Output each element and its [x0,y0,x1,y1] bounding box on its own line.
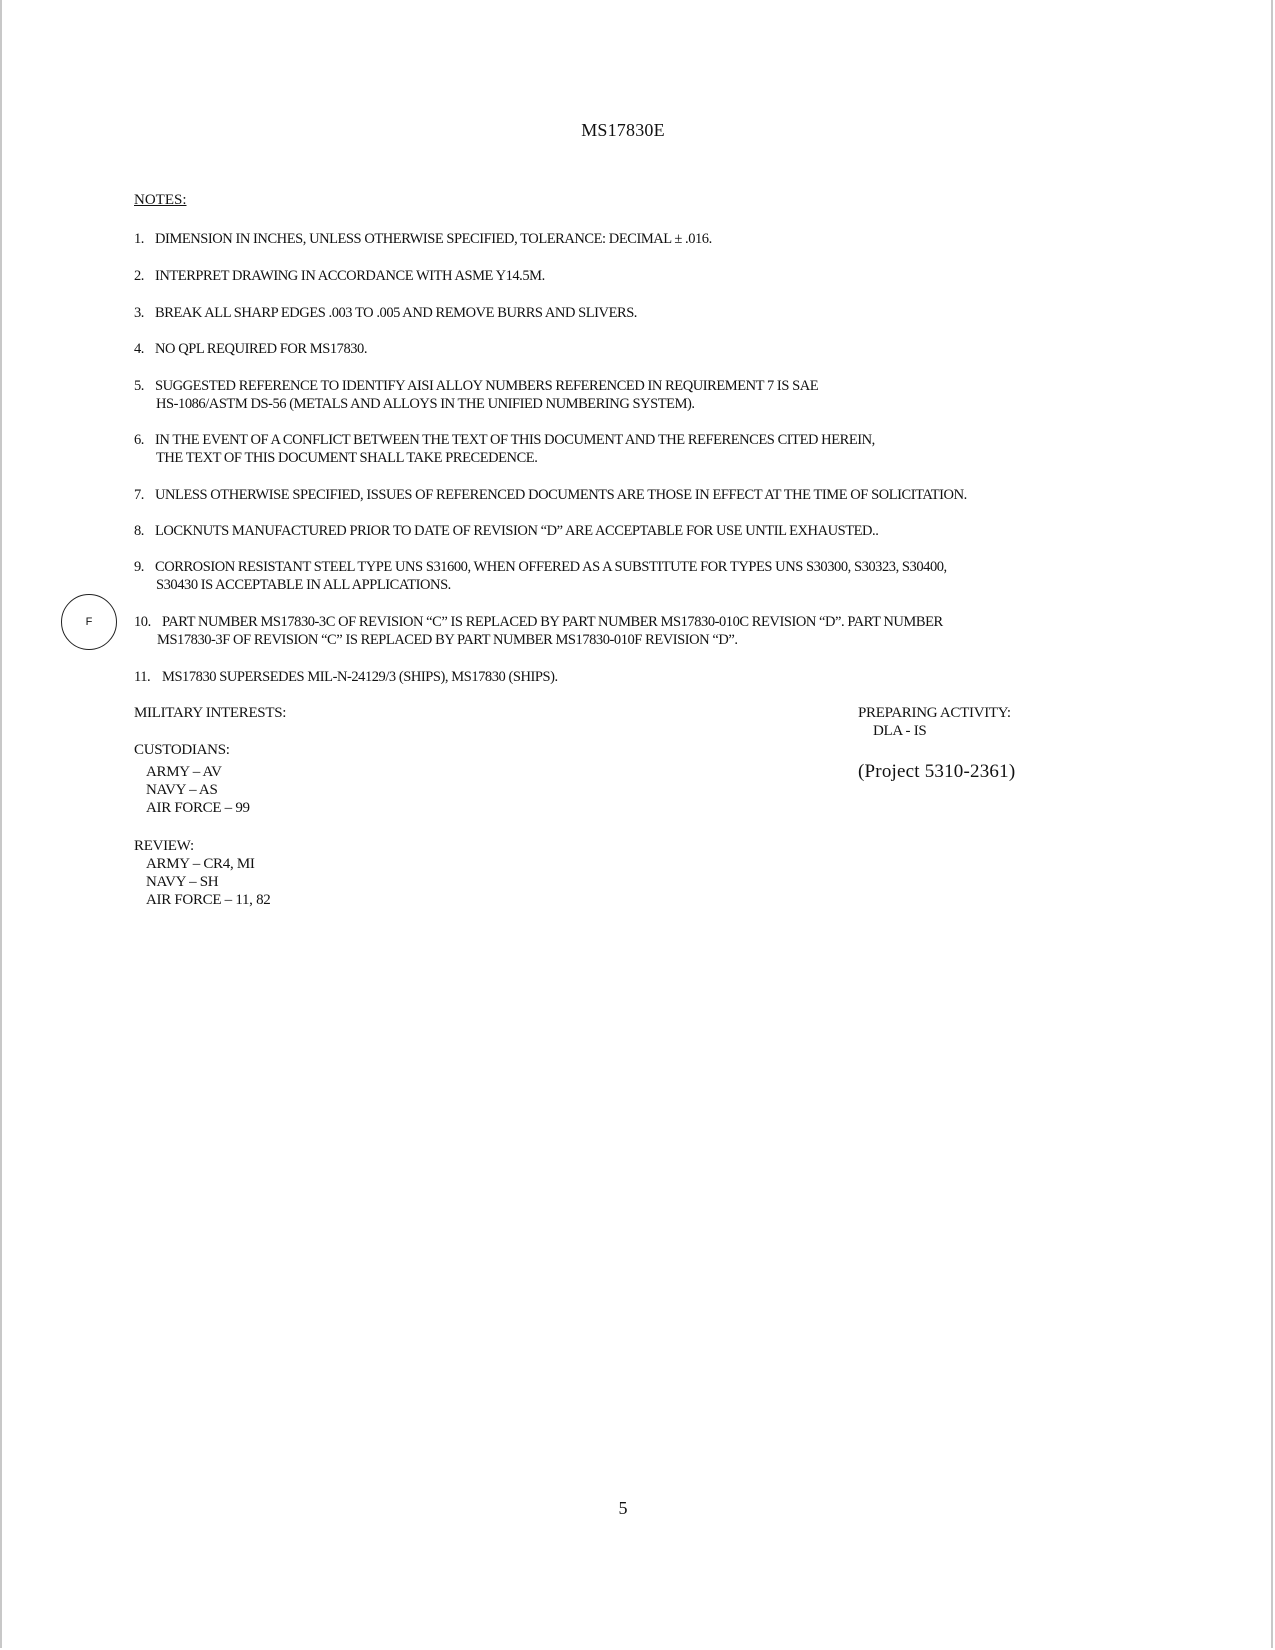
review-navy: NAVY – SH [146,874,219,890]
document-id: MS17830E [581,120,665,140]
note-text: MS17830 SUPERSEDES MIL-N-24129/3 (SHIPS), MS17830 (SHIPS). [162,669,558,685]
revision-marker: F [61,594,117,650]
note-text-continued: S30430 IS ACCEPTABLE IN ALL APPLICATIONS. [156,577,451,593]
note-5 [134,377,818,413]
notes-heading: NOTES: [134,192,187,208]
note-text: BREAK ALL SHARP EDGES .003 TO .005 AND REMOVE BURRS AND SLIVERS. [155,305,637,321]
note-10 [134,613,943,649]
note-text: PART NUMBER MS17830-3C OF REVISION “C” IS REPLACED BY PART NUMBER MS17830-010C REVISION “D”. PART NUMBER [162,614,943,630]
note-number: 3. [134,305,144,321]
page-number: 5 [618,1498,628,1518]
note-6 [134,431,875,467]
project-number: (Project 5310-2361) [858,761,1016,782]
note-9 [134,558,947,594]
note-8 [134,522,878,540]
note-3 [134,304,637,322]
note-number: 5. [134,378,144,394]
military-interests-heading: MILITARY INTERESTS: [134,705,287,721]
note-4 [134,340,367,358]
note-number: 6. [134,432,144,448]
custodian-air-force: AIR FORCE – 99 [146,800,250,816]
note-11 [134,668,558,686]
note-number: 4. [134,341,144,357]
custodians-list [134,763,250,817]
review-heading: REVIEW: [134,838,194,854]
note-number: 2. [134,268,144,284]
review-block [134,837,270,909]
note-text: UNLESS OTHERWISE SPECIFIED, ISSUES OF REFERENCED DOCUMENTS ARE THOSE IN EFFECT AT THE TIME OF SOLICITATION. [155,487,967,503]
preparing-activity-value: DLA - IS [873,723,927,739]
note-text: INTERPRET DRAWING IN ACCORDANCE WITH ASME Y14.5M. [155,268,545,284]
note-number: 11. [134,669,151,685]
note-text-continued: HS-1086/ASTM DS-56 (METALS AND ALLOYS IN THE UNIFIED NUMBERING SYSTEM). [156,396,695,412]
custodian-army: ARMY – AV [146,764,222,780]
note-text: NO QPL REQUIRED FOR MS17830. [155,341,368,357]
review-army: ARMY – CR4, MI [146,856,255,872]
note-text: CORROSION RESISTANT STEEL TYPE UNS S31600, WHEN OFFERED AS A SUBSTITUTE FOR TYPES UNS S30300, S30323, S30400, [155,559,947,575]
note-1 [134,230,712,248]
review-air-force: AIR FORCE – 11, 82 [146,892,271,908]
note-text: IN THE EVENT OF A CONFLICT BETWEEN THE TEXT OF THIS DOCUMENT AND THE REFERENCES CITED HEREIN, [155,432,875,448]
note-number: 1. [134,231,144,247]
custodians-block [134,741,230,759]
note-text-continued: MS17830-3F OF REVISION “C” IS REPLACED BY PART NUMBER MS17830-010F REVISION “D”. [157,632,738,648]
note-number: 8. [134,523,144,539]
note-number: 10. [134,614,151,630]
note-number: 7. [134,487,144,503]
note-text: LOCKNUTS MANUFACTURED PRIOR TO DATE OF REVISION “D” ARE ACCEPTABLE FOR USE UNTIL EXHAUSTED.. [155,523,879,539]
note-number: 9. [134,559,144,575]
note-text-continued: THE TEXT OF THIS DOCUMENT SHALL TAKE PRECEDENCE. [156,450,538,466]
note-text: DIMENSION IN INCHES, UNLESS OTHERWISE SPECIFIED, TOLERANCE: DECIMAL ± .016. [155,231,712,247]
note-text: SUGGESTED REFERENCE TO IDENTIFY AISI ALLOY NUMBERS REFERENCED IN REQUIREMENT 7 IS SAE [155,378,819,394]
note-2 [134,267,545,285]
note-7 [134,486,967,504]
preparing-activity-heading: PREPARING ACTIVITY: [858,705,1011,721]
custodians-heading: CUSTODIANS: [134,742,230,758]
preparing-activity [858,704,1011,740]
custodian-navy: NAVY – AS [146,782,218,798]
